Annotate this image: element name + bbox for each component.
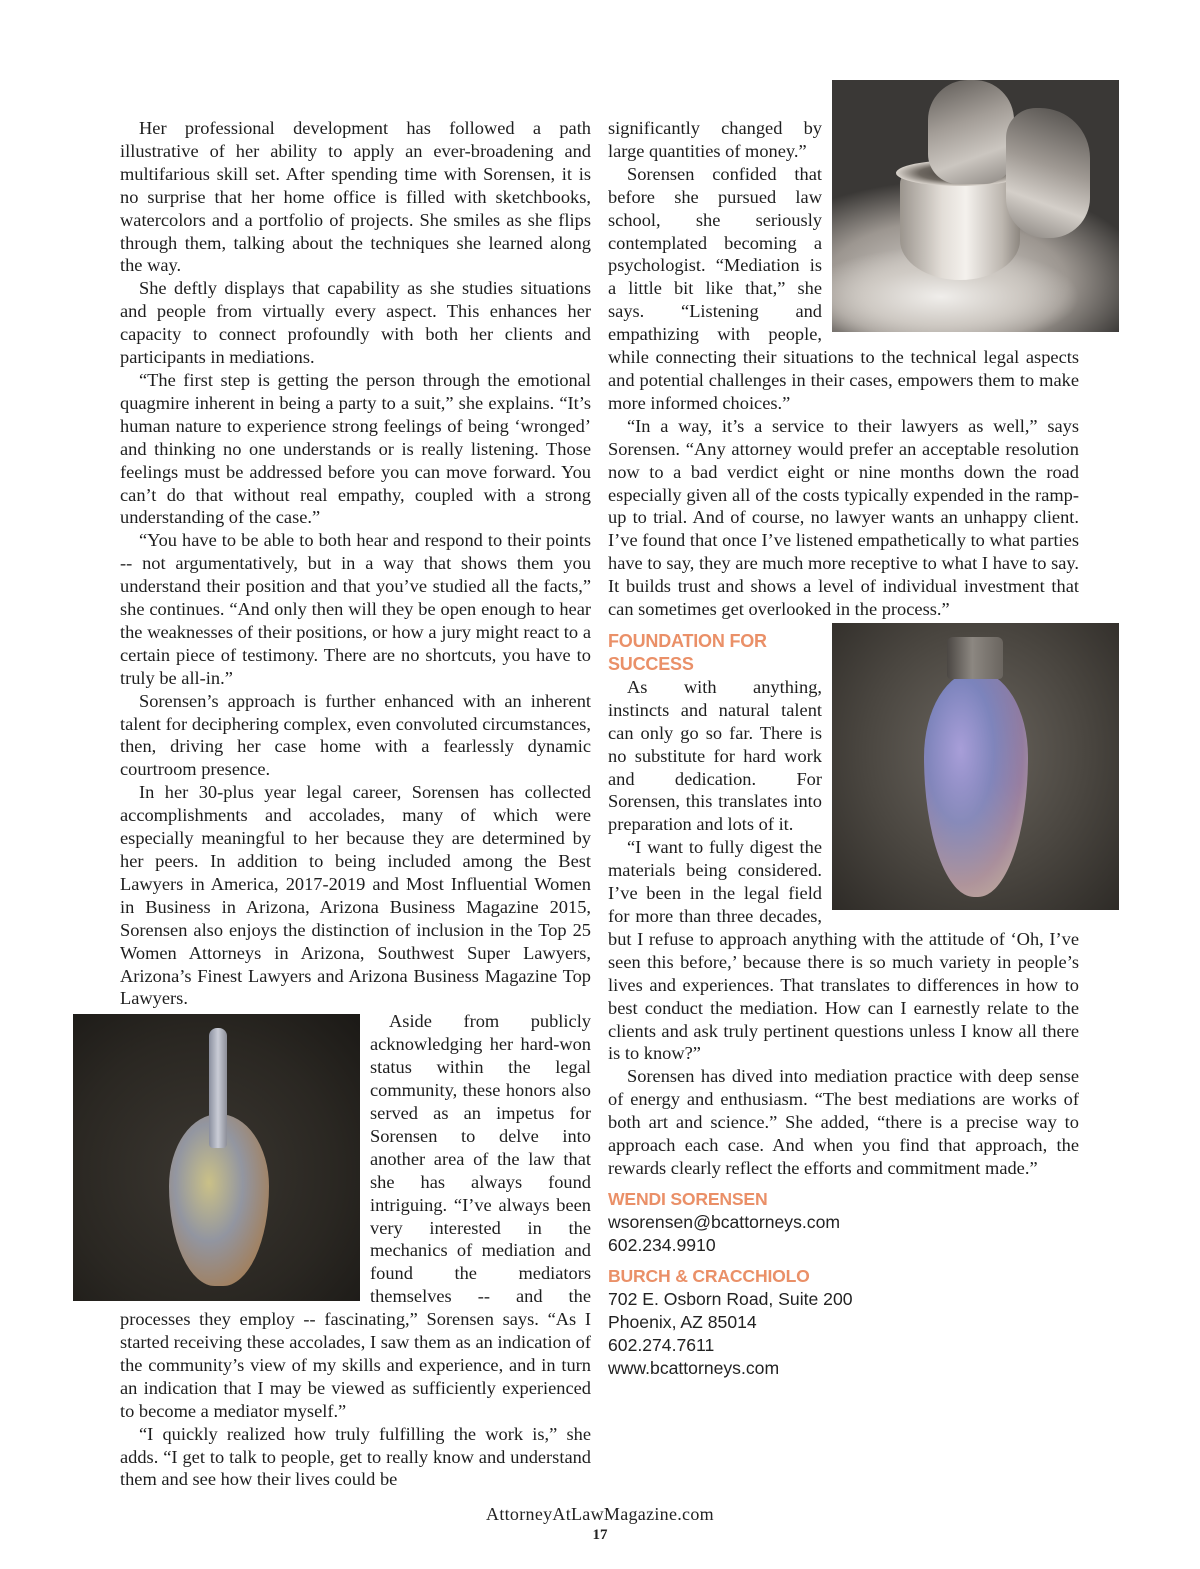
paragraph: Sorensen has dived into mediation practice with deep sense of energy and enthusiasm. “The best mediations are works of both art and science.” She added, “there is a precise way to approach each case. And when you find that approach, the rewards clearly reflect the efforts and commitment made.” xyxy=(608,1066,1079,1178)
contact-phone: 602.234.9910 xyxy=(608,1234,716,1255)
left-column xyxy=(120,117,591,1491)
paragraph: “I quickly realized how truly fulfilling the work is,” she adds. “I get to talk to people, get to really know and understand them and see how their lives could be xyxy=(120,1423,591,1490)
paragraph: She deftly displays that capability as she studies situations and people from virtually every aspect. This enhances her capacity to connect profoundly with both her clients and participants in mediations. xyxy=(120,278,591,368)
pottery-wheel-photo xyxy=(832,80,1119,332)
paragraph: In her 30-plus year legal career, Sorensen has collected accomplishments and accolades, many of which were especially meaningful to her because they are determined by her peers. In addition to being included among the Best Lawyers in America, 2017-2019 and Most Influential Women in Business in Arizona, Arizona Business Magazine 2015, Sorensen also enjoys the distinction of inclusion in the Top 25 Women Attorneys in Arizona, Southwest Super Lawyers, Arizona’s Finest Lawyers and Arizona Business Magazine Top Lawyers. xyxy=(120,782,591,1009)
firm-address-line2: Phoenix, AZ 85014 xyxy=(608,1311,757,1332)
paragraph: significantly changed by large quantities of money.” xyxy=(608,118,822,161)
raku-vase-photo xyxy=(832,623,1119,910)
contact-person-name: WENDI SORENSEN xyxy=(608,1188,768,1209)
clay-pot-shape xyxy=(900,170,1020,280)
vase-neck-shape xyxy=(947,637,1003,679)
vase-body-shape xyxy=(924,671,1028,897)
paragraph: Aside from publicly acknowledging her hard-won status within the legal community, these honors also served as an impetus for Sorensen to delve into another area of the law that she has always found intriguing. “I’ve always been very interested in the mechanics of mediation and found the mediators themselves -- and the processes they employ -- fascinating,” Sorensen says. “As I started receiving these accolades, I saw them as an indication of the community’s view of my skills and experience, and in turn an indication that I may be viewed as sufficiently experienced to become a mediator myself.” xyxy=(120,1011,591,1421)
firm-website-link[interactable]: www.bcattorneys.com xyxy=(608,1357,780,1378)
tall-vase-photo xyxy=(73,1014,360,1301)
paragraph: “I want to fully digest the materials being considered. I’ve been in the legal field for more than three decades, but I refuse to approach anything with the attitude of ‘Oh, I’ve seen this before,’ because there is so much variety in people’s lives and experiences. That translates to differences in how to best conduct the mediation. How can I earnestly relate to the clients and ask truly pertinent questions unless I know all there is to know?” xyxy=(608,837,1079,1064)
page-number: 17 xyxy=(592,1527,608,1543)
contact-email-link[interactable]: wsorensen@bcattorneys.com xyxy=(608,1211,841,1232)
contact-block xyxy=(608,1188,1079,1380)
paragraph: As with anything, instincts and natural talent can only go so far. There is no substitute for hard work and dedication. For Sorensen, this translates into preparation and lots of it. xyxy=(608,676,822,835)
right-column xyxy=(608,117,1079,1380)
vase-neck-shape xyxy=(209,1028,227,1148)
firm-phone: 602.274.7611 xyxy=(608,1334,715,1355)
footer-site-name: AttorneyAtLawMagazine.com xyxy=(486,1504,714,1524)
hand-shape xyxy=(1006,108,1090,238)
hand-shape xyxy=(928,80,1014,184)
firm-name: BURCH & CRACCHIOLO xyxy=(608,1265,810,1286)
paragraph: Sorensen’s approach is further enhanced with an inherent talent for deciphering complex, even convoluted circumstances, then, driving her case home with a fearlessly dynamic courtroom presence. xyxy=(120,690,591,780)
page-footer xyxy=(0,1503,1200,1545)
firm-address-line1: 702 E. Osborn Road, Suite 200 xyxy=(608,1288,853,1309)
section-heading: FOUNDATION FOR SUCCESS xyxy=(608,630,767,674)
paragraph: Sorensen confided that before she pursued law school, she seriously contemplated becoming a psychologist. “Mediation is a little bit like that,” she says. “Listening and empathizing with people, while connecting their situations to the technical legal aspects and potential challenges in their cases, empowers them to make more informed choices.” xyxy=(608,163,1079,413)
paragraph: “The first step is getting the person through the emotional quagmire inherent in being a party to a suit,” she explains. “It’s human nature to experience strong feelings of being ‘wronged’ and thinking no one understands or is really listening. Those feelings must be addressed before you can move forward. You can’t do that without real empathy, coupled with a strong understanding of the case.” xyxy=(120,369,591,528)
paragraph: “You have to be able to both hear and respond to their points -- not argumentatively, but in a way that shows them you understand their position and that you’ve studied all the facts,” she continues. “And only then will they be open enough to hear the weaknesses of their positions, or how a jury might react to a certain piece of testimony. There are no shortcuts, you have to truly be all-in.” xyxy=(120,530,591,688)
paragraph: Her professional development has followed a path illustrative of her ability to apply an ever-broadening and multifarious skill set. After spending time with Sorensen, it is no surprise that her home office is filled with sketchbooks, watercolors and a portfolio of projects. She smiles as she flips through them, talking about the techniques she learned along the way. xyxy=(120,118,591,276)
paragraph: “In a way, it’s a service to their lawyers as well,” says Sorensen. “Any attorney would prefer an acceptable resolution now to a bad verdict eight or nine months down the road especially given all of the costs typically expended in the ramp-up to trial. And of course, no lawyer wants an unhappy client. I’ve found that once I’ve listened empathetically to what parties have to say, they are much more receptive to what I have to say. It builds trust and shows a level of individual investment that can sometimes get overlooked in the process.” xyxy=(608,415,1079,620)
